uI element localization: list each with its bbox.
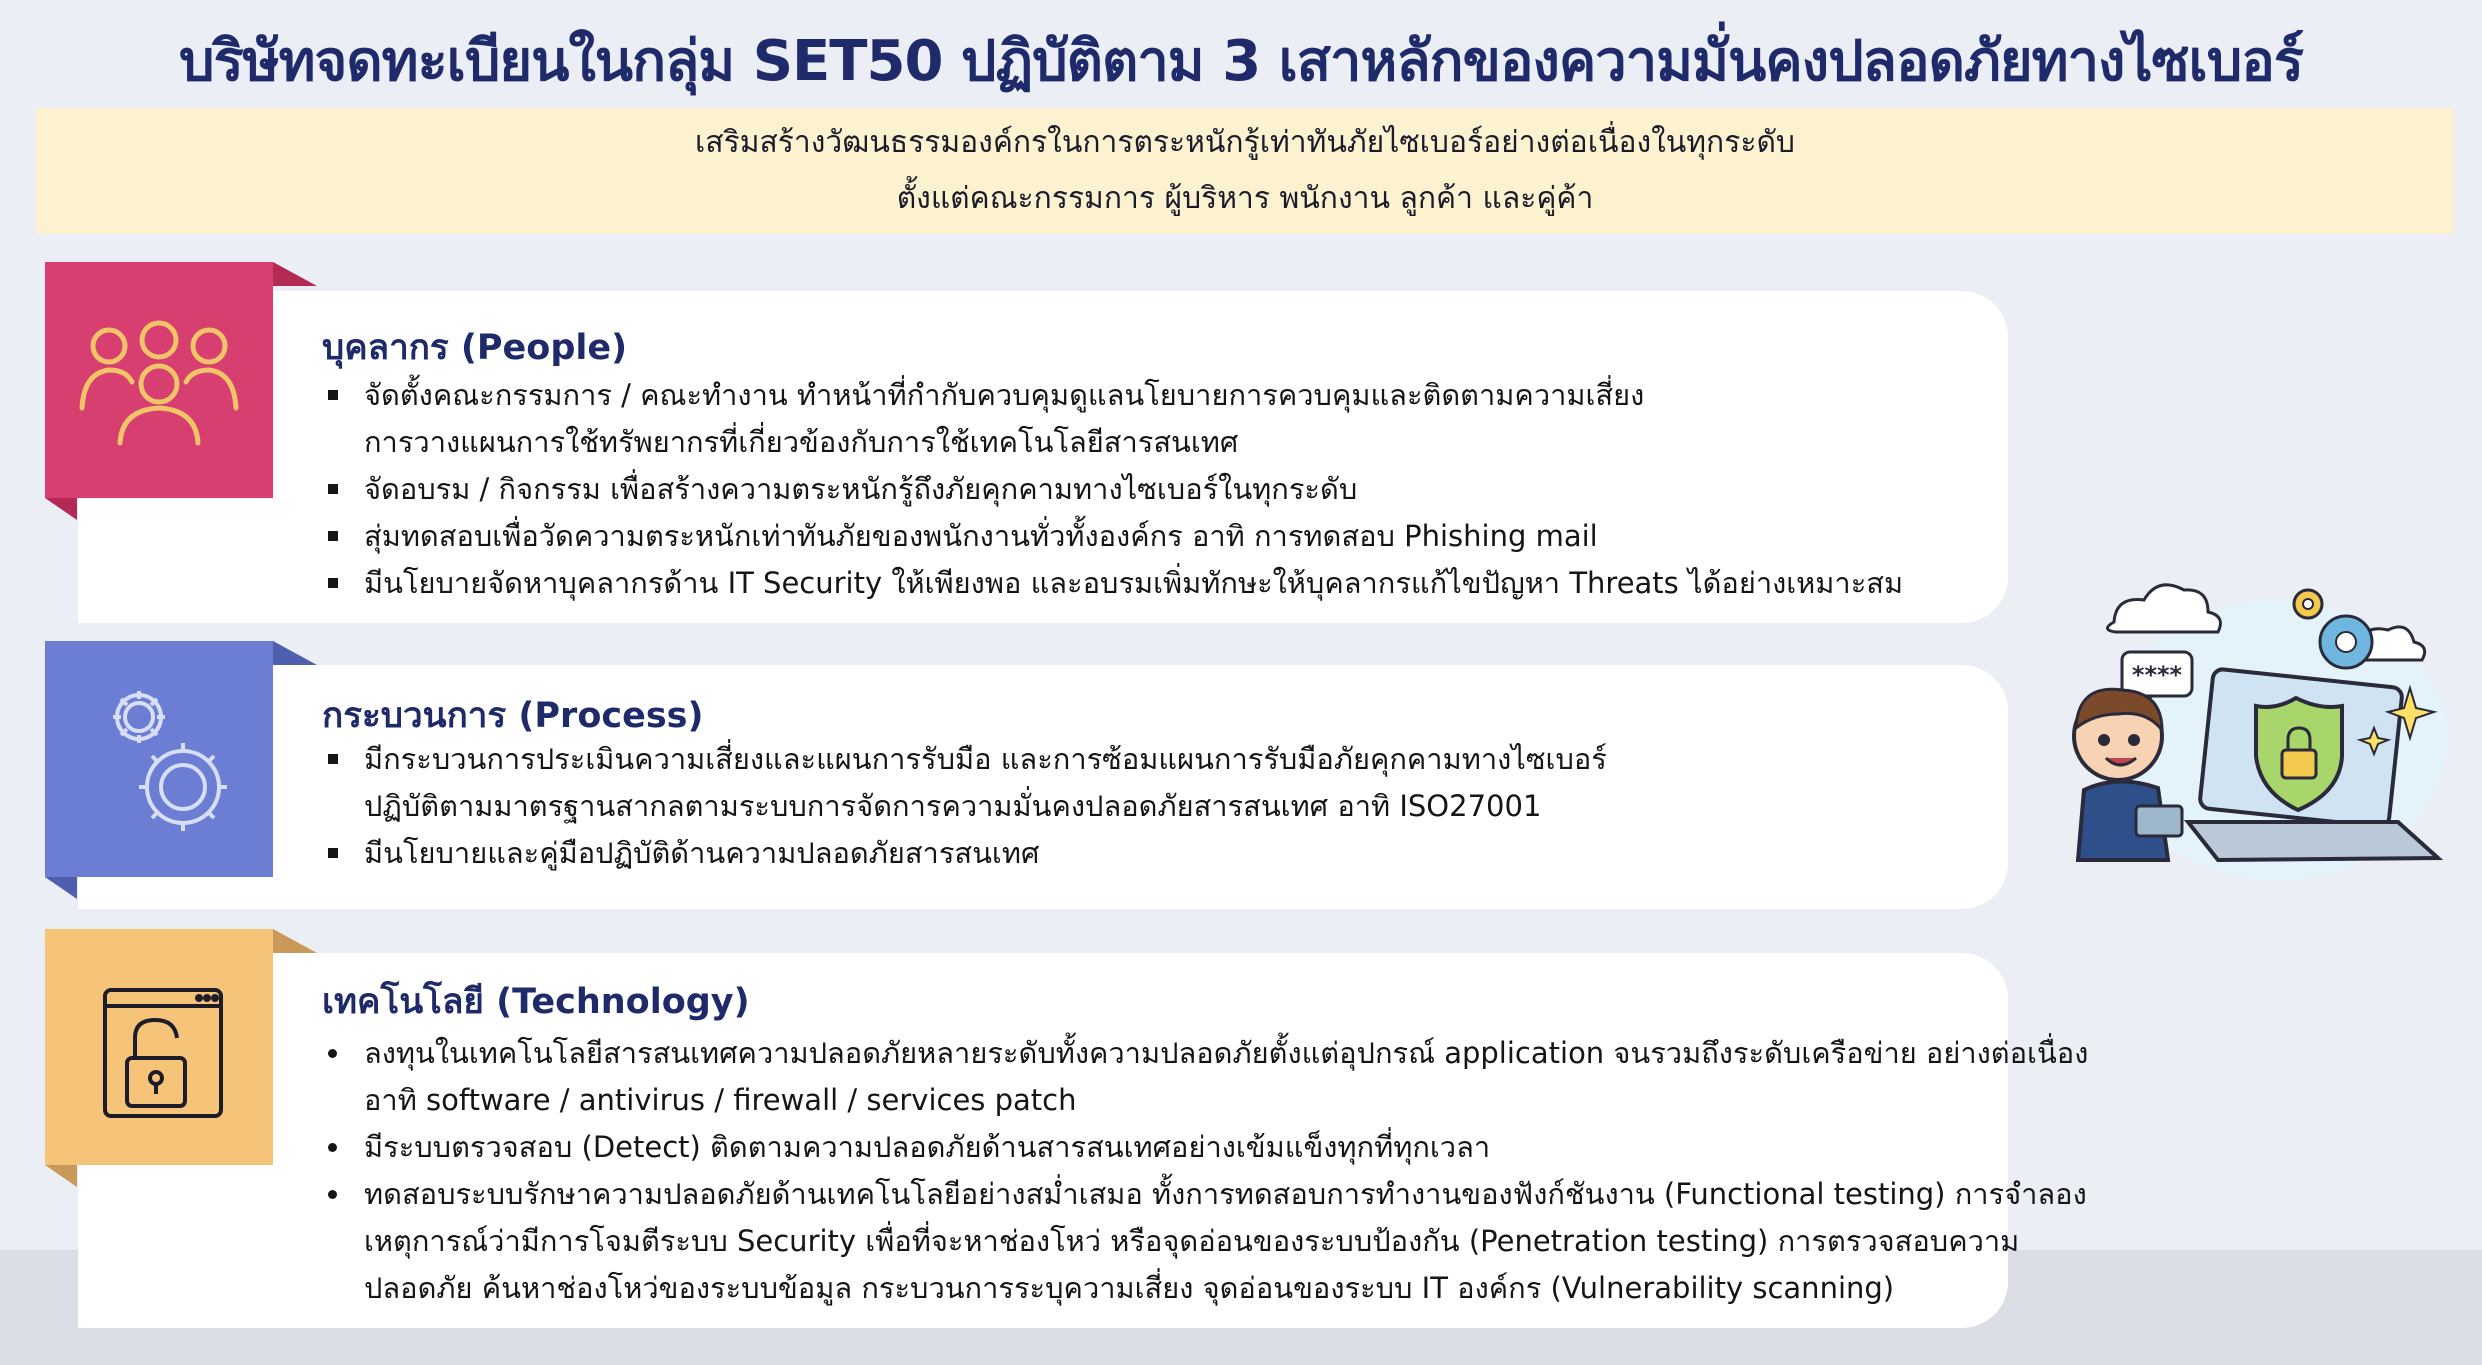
cyber-security-illustration	[2058, 560, 2452, 894]
list-item: การวางแผนการใช้ทรัพยากรที่เกี่ยวข้องกับการใช้เทคโนโลยีสารสนเทศ	[364, 425, 1239, 459]
list-item: จัดอบรม / กิจกรรม เพื่อสร้างความตระหนักรู้ถึงภัยคุกคามทางไซเบอร์ในทุกระดับ	[322, 466, 1903, 513]
cyber-security-illustration-icon	[2058, 560, 2452, 894]
people-tab-fold-bottom	[45, 498, 77, 520]
list-item: ทดสอบระบบรักษาความปลอดภัยด้านเทคโนโลยีอย่างสม่ำเสมอ ทั้งการทดสอบการทำงานของฟังก์ชันงาน (Functional testing) การจำลอง	[322, 1171, 2088, 1218]
gears-icon	[45, 641, 273, 877]
list-item: มีนโยบายและคู่มือปฏิบัติด้านความปลอดภัยสารสนเทศ	[322, 830, 1607, 877]
list-item: มีระบบตรวจสอบ (Detect) ติดตามความปลอดภัยด้านสารสนเทศอย่างเข้มแข็งทุกที่ทุกเวลา	[322, 1124, 2088, 1171]
process-tab-fold	[273, 641, 317, 665]
technology-tab-fold-bottom	[45, 1165, 77, 1187]
list-item: อาทิ software / antivirus / firewall / services patch	[364, 1083, 1077, 1117]
people-bullets	[322, 372, 1903, 607]
process-tab-fold-bottom	[45, 877, 77, 899]
people-tab-fold	[273, 262, 317, 286]
banner-line-1: เสริมสร้างวัฒนธรรมองค์กรในการตระหนักรู้เท่าทันภัยไซเบอร์อย่างต่อเนื่องในทุกระดับ	[695, 125, 1795, 160]
process-title: กระบวนการ (Process)	[322, 696, 704, 736]
technology-tab	[45, 929, 273, 1165]
list-item: มีนโยบายจัดหาบุคลากรด้าน IT Security ให้เพียงพอ และอบรมเพิ่มทักษะให้บุคลากรแก้ไขปัญหา Threats ได้อย่างเหมาะสม	[322, 560, 1903, 607]
list-item: มีกระบวนการประเมินความเสี่ยงและแผนการรับมือ และการซ้อมแผนการรับมือภัยคุกคามทางไซเบอร์	[322, 736, 1607, 783]
people-title: บุคลากร (People)	[322, 328, 628, 368]
password-bubble-text: ****	[2131, 661, 2183, 689]
browser-lock-icon	[45, 929, 273, 1165]
people-group-icon	[45, 262, 273, 498]
list-item: ปฏิบัติตามมาตรฐานสากลตามระบบการจัดการความมั่นคงปลอดภัยสารสนเทศ อาทิ ISO27001	[364, 789, 1542, 823]
banner-line-2: ตั้งแต่คณะกรรมการ ผู้บริหาร พนักงาน ลูกค้า และคู่ค้า	[896, 181, 1594, 216]
process-tab	[45, 641, 273, 877]
technology-bullets	[322, 1030, 2088, 1312]
people-tab	[45, 262, 273, 498]
list-item: จัดตั้งคณะกรรมการ / คณะทำงาน ทำหน้าที่กำกับควบคุมดูแลนโยบายการควบคุมและติดตามความเสี่ยง	[322, 372, 1903, 419]
banner	[36, 108, 2454, 234]
list-item: สุ่มทดสอบเพื่อวัดความตระหนักเท่าทันภัยของพนักงานทั่วทั้งองค์กร อาทิ การทดสอบ Phishing mail	[322, 513, 1903, 560]
process-bullets	[322, 736, 1607, 877]
page-title: บริษัทจดทะเบียนในกลุ่ม SET50 ปฏิบัติตาม 3 เสาหลักของความมั่นคงปลอดภัยทางไซเบอร์	[179, 29, 2303, 94]
list-item: เหตุการณ์ว่ามีการโจมตีระบบ Security เพื่อที่จะหาช่องโหว่ หรือจุดอ่อนของระบบป้องกัน (Penetration testing) การตรวจสอบความ	[364, 1224, 2020, 1258]
list-item: ลงทุนในเทคโนโลยีสารสนเทศความปลอดภัยหลายระดับทั้งความปลอดภัยตั้งแต่อุปกรณ์ application จนรวมถึงระดับเครือข่าย อย่างต่อเนื่อง	[322, 1030, 2088, 1077]
technology-tab-fold	[273, 929, 317, 953]
technology-title: เทคโนโลยี (Technology)	[322, 982, 750, 1022]
list-item: ปลอดภัย ค้นหาช่องโหว่ของระบบข้อมูล กระบวนการระบุความเสี่ยง จุดอ่อนของระบบ IT องค์กร (Vulnerability scanning)	[364, 1271, 1895, 1305]
